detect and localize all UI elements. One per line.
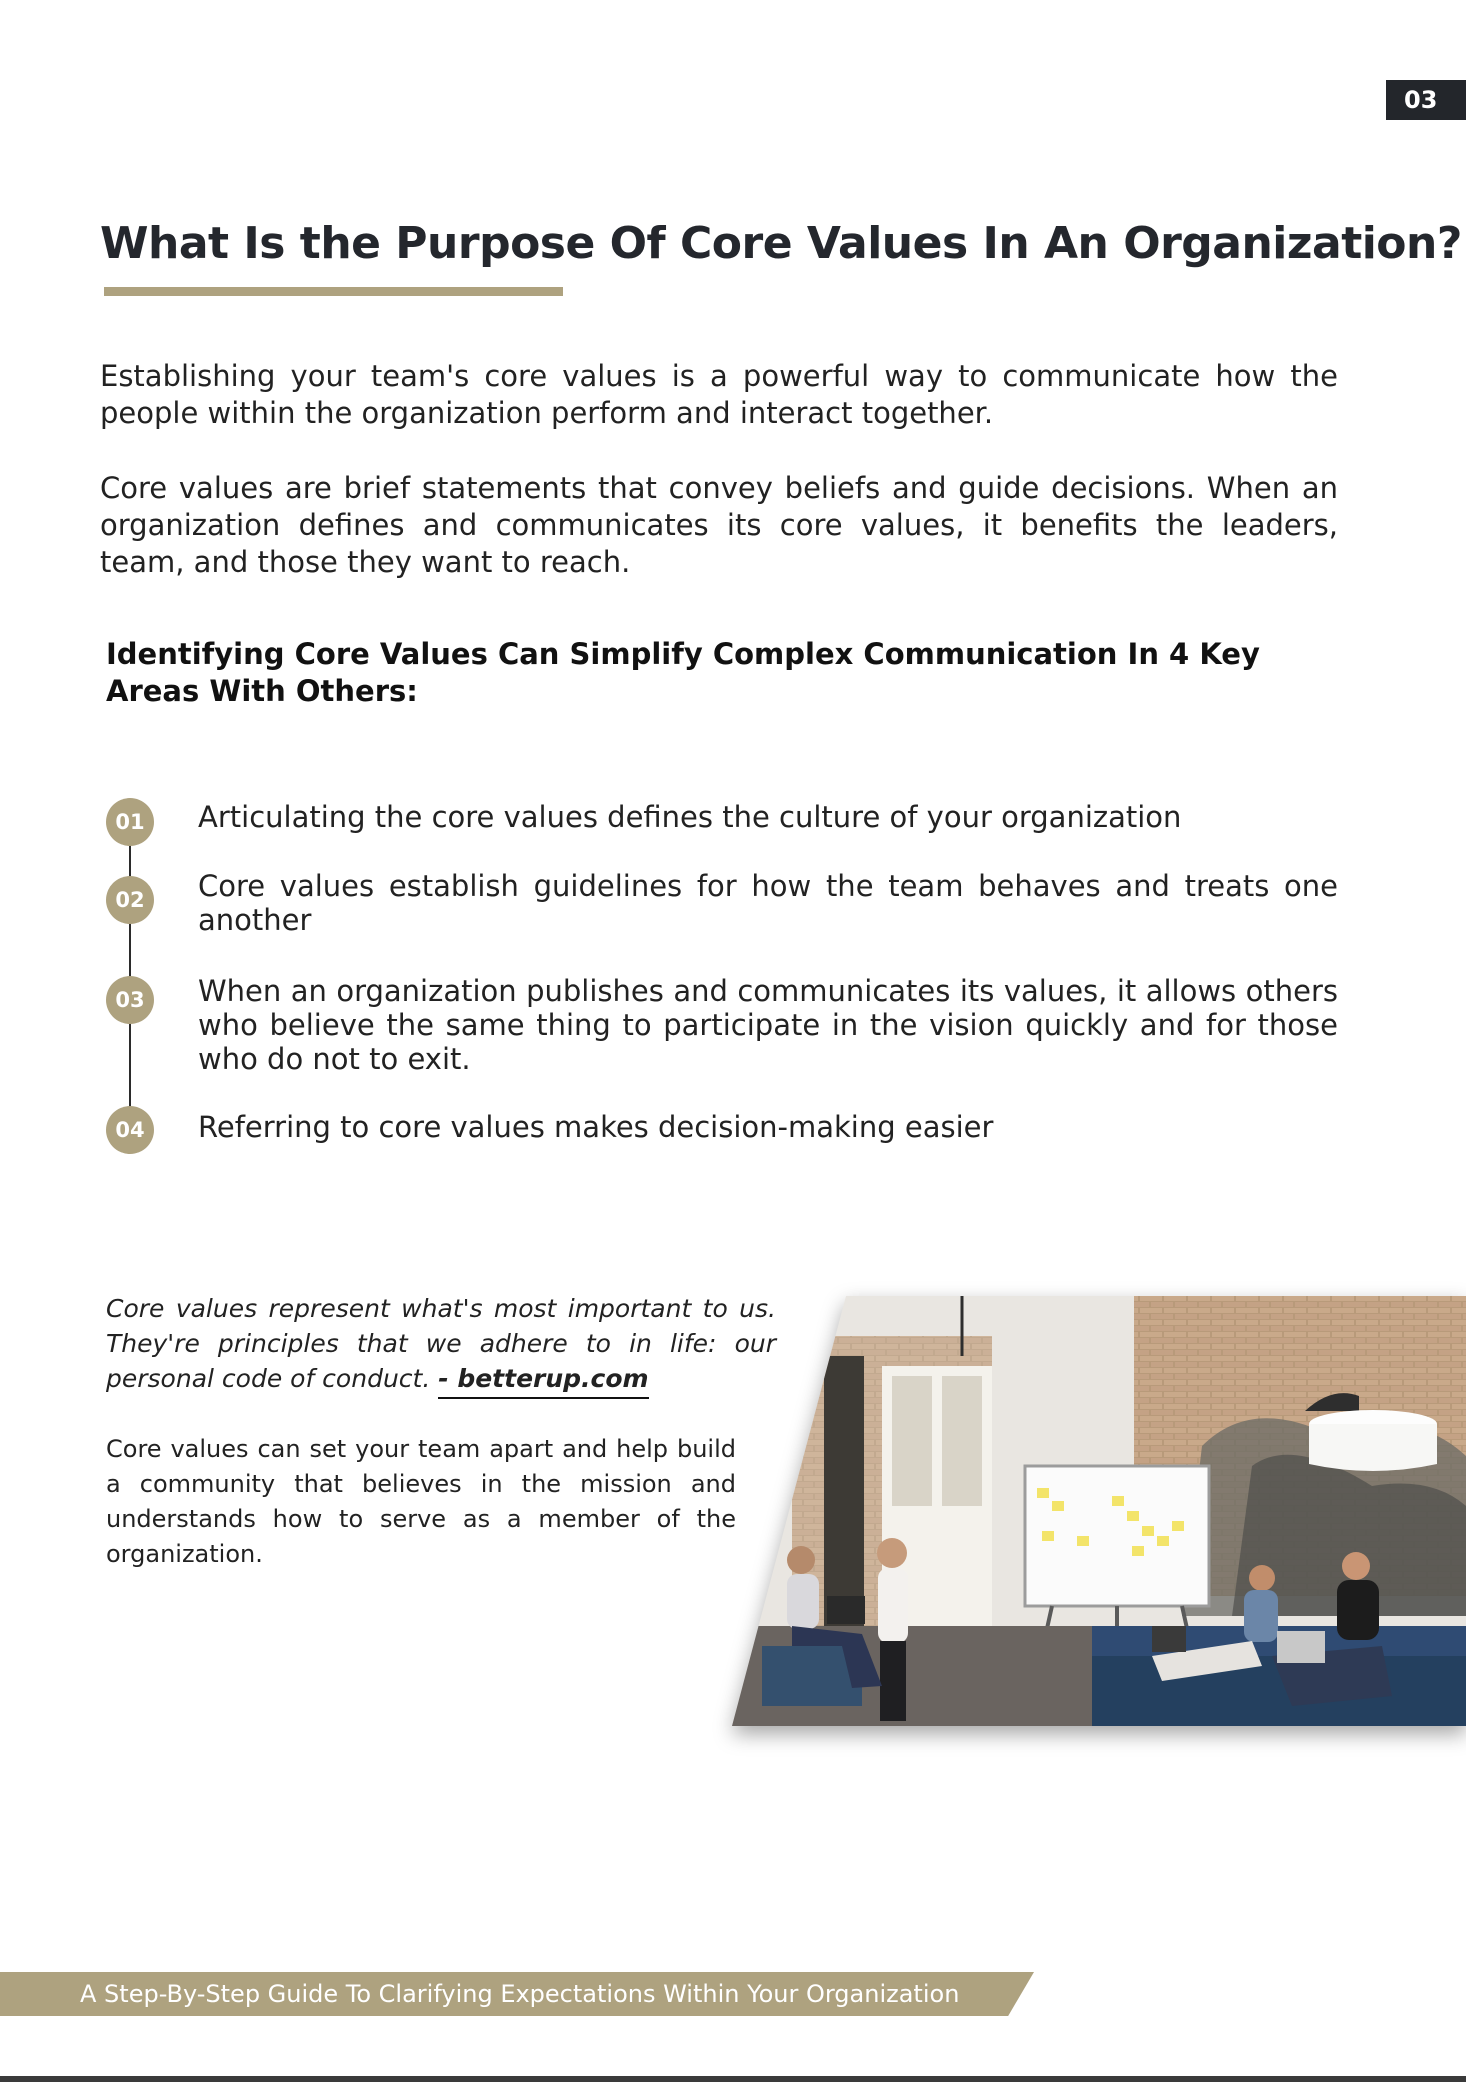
step-text: Referring to core values makes decision-making easier <box>198 1110 994 1144</box>
step-number-badge: 04 <box>106 1106 154 1154</box>
step-text: Core values establish guidelines for how the team behaves and treats one another <box>198 869 1338 937</box>
footer-guide-title: A Step-By-Step Guide To Clarifying Expectations Within Your Organization <box>80 1980 960 2008</box>
team-meeting-photo <box>732 1296 1466 1726</box>
page-title: What Is the Purpose Of Core Values In An Organization? <box>100 218 1462 269</box>
side-paragraph: Core values can set your team apart and help build a community that believes in the mission and understands how to serve as a member of the organization. <box>106 1435 736 1568</box>
page-number-badge: 03 <box>1386 80 1466 120</box>
intro-paragraph-2: Core values are brief statements that convey beliefs and guide decisions. When an organization defines and communicates its core values, it benefits the leaders, team, and those they want to reach. <box>100 471 1338 579</box>
title-underline <box>104 287 563 296</box>
step-text: Articulating the core values defines the culture of your organization <box>198 800 1182 834</box>
quote-text: Core values represent what's most important to us. They're principles that we adhere to in life: our personal code of conduct. <box>106 1294 776 1393</box>
step-number-badge: 03 <box>106 976 154 1024</box>
step-number-badge: 02 <box>106 876 154 924</box>
step-text: When an organization publishes and communicates its values, it allows others who believe the same thing to participate in the vision quickly and for those who do not to exit. <box>198 974 1338 1076</box>
quote-source-link[interactable]: - betterup.com <box>438 1364 648 1399</box>
intro-paragraph-1: Establishing your team's core values is a powerful way to communicate how the people within the organization perform and interact together. <box>100 359 1338 430</box>
section-subheading: Identifying Core Values Can Simplify Complex Communication In 4 Key Areas With Others: <box>106 637 1260 708</box>
bottom-rule <box>0 2076 1466 2082</box>
quote-block <box>106 1291 776 1396</box>
step-number-badge: 01 <box>106 798 154 846</box>
